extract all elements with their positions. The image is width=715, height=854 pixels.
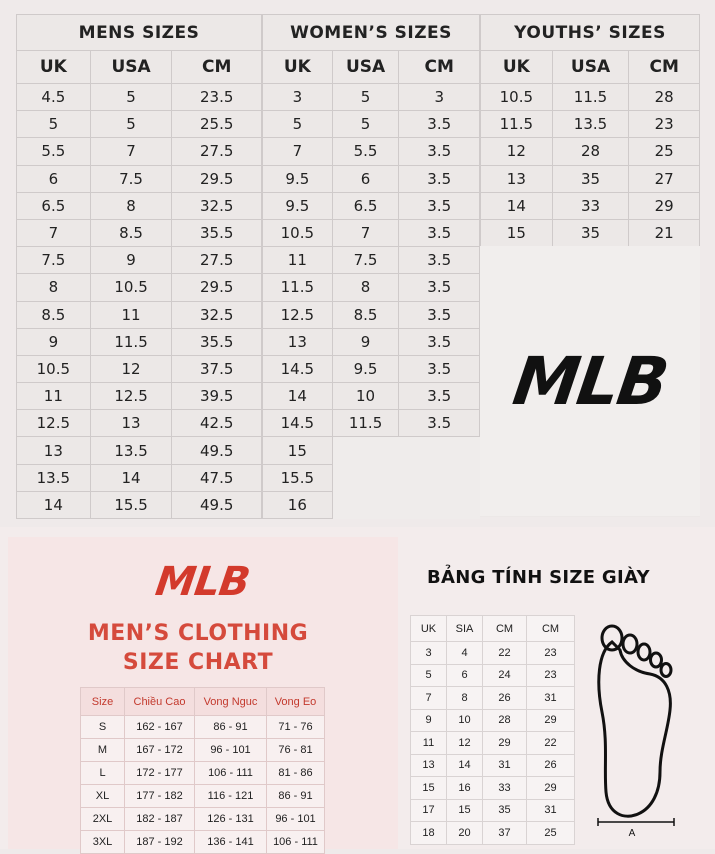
table-cell: 10.5	[481, 84, 553, 111]
table-cell: 39.5	[172, 383, 262, 410]
table-row	[17, 247, 262, 274]
table-row	[263, 219, 480, 246]
table-cell: 27.5	[172, 138, 262, 165]
table-cell: 9	[17, 328, 91, 355]
table-cell: 12	[447, 732, 483, 755]
col-usa: USA	[552, 51, 629, 84]
table-row	[411, 687, 575, 710]
foot-outline-icon	[590, 622, 680, 837]
table-cell: S	[81, 716, 125, 739]
table-cell: 23	[527, 664, 575, 687]
table-cell: L	[81, 762, 125, 785]
table-row	[17, 138, 262, 165]
table-row	[263, 247, 480, 274]
table-cell: 31	[483, 754, 527, 777]
table-cell: 49.5	[172, 437, 262, 464]
table-cell: 15	[411, 777, 447, 800]
clothing-size-table	[80, 687, 325, 854]
table-row	[17, 355, 262, 382]
table-row	[411, 732, 575, 755]
table-cell: 11.5	[332, 410, 399, 437]
table-cell	[332, 437, 399, 464]
table-cell: 25	[629, 138, 700, 165]
table-cell: 35.5	[172, 328, 262, 355]
bottom-section	[0, 527, 715, 849]
table-cell: 11.5	[481, 111, 553, 138]
table-cell: 3XL	[81, 831, 125, 854]
table-cell	[399, 464, 480, 491]
table-cell: 3.5	[399, 192, 480, 219]
table-cell: 23.5	[172, 84, 262, 111]
table-cell: 26	[527, 754, 575, 777]
table-cell: 5	[332, 111, 399, 138]
table-cell: 49.5	[172, 491, 262, 518]
table-cell: 29	[527, 777, 575, 800]
table-row	[81, 831, 325, 854]
table-cell: 12	[90, 355, 172, 382]
table-row	[411, 777, 575, 800]
table-row	[411, 642, 575, 665]
table-cell: 32.5	[172, 301, 262, 328]
table-cell: 12.5	[90, 383, 172, 410]
table-cell: 3	[399, 84, 480, 111]
table-cell: 21	[629, 219, 700, 246]
table-row	[263, 192, 480, 219]
col-waist: Vong Eo	[267, 688, 325, 716]
table-cell: 16	[447, 777, 483, 800]
youths-sizes-table	[480, 14, 700, 247]
table-cell: 7	[90, 138, 172, 165]
table-cell: 10.5	[17, 355, 91, 382]
col-chest: Vong Nguc	[195, 688, 267, 716]
table-row	[81, 785, 325, 808]
table-cell: 187 - 192	[125, 831, 195, 854]
table-row	[17, 437, 262, 464]
table-row	[263, 274, 480, 301]
clothing-chart-title	[68, 619, 328, 677]
table-cell: 35.5	[172, 219, 262, 246]
table-row	[263, 410, 480, 437]
col-sia: SIA	[447, 616, 483, 642]
table-row	[263, 491, 480, 518]
table-cell: 11	[90, 301, 172, 328]
table-cell: 96 - 101	[195, 739, 267, 762]
table-cell: 2XL	[81, 808, 125, 831]
table-cell	[332, 464, 399, 491]
col-cm: CM	[172, 51, 262, 84]
table-cell: 12	[481, 138, 553, 165]
table-cell: 9	[90, 247, 172, 274]
table-cell: 27	[629, 165, 700, 192]
table-cell: 8.5	[90, 219, 172, 246]
table-cell: 14.5	[263, 410, 333, 437]
table-cell: 162 - 167	[125, 716, 195, 739]
womens-sizes-heading: WOMEN’S SIZES	[263, 15, 480, 51]
table-cell: 86 - 91	[267, 785, 325, 808]
table-row	[17, 165, 262, 192]
table-cell: 3.5	[399, 247, 480, 274]
col-cm-2: CM	[527, 616, 575, 642]
table-cell: 5	[90, 111, 172, 138]
table-cell: 11.5	[552, 84, 629, 111]
shoe-size-chart	[16, 14, 700, 517]
table-row	[481, 192, 700, 219]
table-cell: 167 - 172	[125, 739, 195, 762]
table-cell: 136 - 141	[195, 831, 267, 854]
table-row	[81, 739, 325, 762]
table-cell: 6.5	[17, 192, 91, 219]
table-cell: 47.5	[172, 464, 262, 491]
table-cell: 8	[332, 274, 399, 301]
table-cell: M	[81, 739, 125, 762]
table-row	[263, 464, 480, 491]
table-cell: 29	[629, 192, 700, 219]
table-cell: 76 - 81	[267, 739, 325, 762]
table-cell: 29	[527, 709, 575, 732]
table-row	[17, 410, 262, 437]
table-cell: 8.5	[17, 301, 91, 328]
table-cell: 8	[17, 274, 91, 301]
table-cell: 7.5	[332, 247, 399, 274]
womens-sizes-table	[262, 14, 480, 519]
table-row	[17, 328, 262, 355]
table-cell: 35	[483, 799, 527, 822]
table-cell: 8	[90, 192, 172, 219]
table-row	[411, 799, 575, 822]
table-row	[481, 219, 700, 246]
table-cell: 3.5	[399, 219, 480, 246]
table-cell: 7.5	[17, 247, 91, 274]
table-row	[17, 491, 262, 518]
table-cell: 31	[527, 687, 575, 710]
table-cell: 5	[411, 664, 447, 687]
table-row	[263, 328, 480, 355]
table-cell	[399, 491, 480, 518]
table-cell: 13.5	[90, 437, 172, 464]
table-row	[263, 138, 480, 165]
shoe-calc-table	[410, 615, 575, 845]
col-uk: UK	[411, 616, 447, 642]
table-row	[263, 165, 480, 192]
table-row	[481, 138, 700, 165]
table-cell: 25.5	[172, 111, 262, 138]
table-cell: 16	[263, 491, 333, 518]
brand-logo-panel	[480, 246, 700, 516]
table-cell: 13.5	[17, 464, 91, 491]
table-cell: 15	[481, 219, 553, 246]
table-cell: 29.5	[172, 274, 262, 301]
table-cell: 14	[447, 754, 483, 777]
table-cell: 3.5	[399, 410, 480, 437]
table-cell: 13	[411, 754, 447, 777]
table-cell: 3.5	[399, 383, 480, 410]
table-cell	[399, 437, 480, 464]
table-cell: 5	[17, 111, 91, 138]
mlb-logo: MLB	[508, 342, 672, 420]
col-height: Chiều Cao	[125, 688, 195, 716]
table-cell: 7.5	[90, 165, 172, 192]
table-cell: 10	[447, 709, 483, 732]
table-row	[411, 822, 575, 845]
table-cell: 11.5	[263, 274, 333, 301]
table-cell: 3.5	[399, 111, 480, 138]
table-row	[411, 754, 575, 777]
table-cell: 11.5	[90, 328, 172, 355]
table-row	[17, 301, 262, 328]
table-cell: 10	[332, 383, 399, 410]
table-cell: 106 - 111	[195, 762, 267, 785]
table-cell: 5	[332, 84, 399, 111]
col-usa: USA	[90, 51, 172, 84]
table-cell: 32.5	[172, 192, 262, 219]
col-cm: CM	[483, 616, 527, 642]
table-row	[81, 716, 325, 739]
col-cm: CM	[399, 51, 480, 84]
table-cell: 9.5	[263, 192, 333, 219]
table-row	[263, 84, 480, 111]
youths-sizes-heading: YOUTHS’ SIZES	[481, 15, 700, 51]
table-cell: 27.5	[172, 247, 262, 274]
table-cell: 15.5	[90, 491, 172, 518]
table-cell: 9.5	[263, 165, 333, 192]
table-cell: 14	[90, 464, 172, 491]
table-row	[81, 808, 325, 831]
table-cell: 33	[552, 192, 629, 219]
table-cell: 28	[629, 84, 700, 111]
table-cell: 25	[527, 822, 575, 845]
table-cell: 3.5	[399, 355, 480, 382]
table-cell: 13.5	[552, 111, 629, 138]
table-cell: 5	[263, 111, 333, 138]
table-cell: 28	[552, 138, 629, 165]
table-row	[481, 165, 700, 192]
table-row	[481, 111, 700, 138]
table-cell: 35	[552, 219, 629, 246]
table-row	[81, 762, 325, 785]
table-cell: 14	[17, 491, 91, 518]
mens-sizes-table	[16, 14, 262, 519]
foot-label: A	[628, 828, 636, 837]
table-cell: 6	[17, 165, 91, 192]
table-cell: XL	[81, 785, 125, 808]
table-cell: 3.5	[399, 301, 480, 328]
table-cell: 10.5	[90, 274, 172, 301]
table-row	[17, 219, 262, 246]
table-cell: 17	[411, 799, 447, 822]
table-cell: 6	[447, 664, 483, 687]
table-cell: 116 - 121	[195, 785, 267, 808]
table-row	[263, 383, 480, 410]
table-row	[263, 301, 480, 328]
table-cell: 20	[447, 822, 483, 845]
table-row	[17, 192, 262, 219]
table-row	[263, 355, 480, 382]
table-cell: 15.5	[263, 464, 333, 491]
table-cell: 10.5	[263, 219, 333, 246]
table-cell: 81 - 86	[267, 762, 325, 785]
table-cell: 3.5	[399, 274, 480, 301]
clothing-title-line1: MEN’S CLOTHING	[87, 621, 309, 646]
table-cell: 23	[629, 111, 700, 138]
table-cell: 13	[481, 165, 553, 192]
table-cell: 11	[263, 247, 333, 274]
col-cm: CM	[629, 51, 700, 84]
table-row	[263, 111, 480, 138]
table-cell: 3	[411, 642, 447, 665]
table-row	[411, 664, 575, 687]
table-cell: 106 - 111	[267, 831, 325, 854]
table-cell: 24	[483, 664, 527, 687]
table-cell: 28	[483, 709, 527, 732]
table-row	[481, 84, 700, 111]
table-cell: 9	[332, 328, 399, 355]
table-cell: 4.5	[17, 84, 91, 111]
table-cell: 12.5	[263, 301, 333, 328]
table-cell: 35	[552, 165, 629, 192]
table-cell: 3.5	[399, 328, 480, 355]
table-cell: 13	[90, 410, 172, 437]
table-cell: 6	[332, 165, 399, 192]
table-row	[411, 709, 575, 732]
table-cell: 182 - 187	[125, 808, 195, 831]
table-cell: 4	[447, 642, 483, 665]
table-cell: 5	[90, 84, 172, 111]
col-uk: UK	[17, 51, 91, 84]
table-row	[17, 383, 262, 410]
mlb-logo-red: MLB	[152, 559, 253, 605]
col-size: Size	[81, 688, 125, 716]
table-cell: 177 - 182	[125, 785, 195, 808]
clothing-panel	[8, 537, 398, 849]
table-row	[17, 274, 262, 301]
table-cell: 8.5	[332, 301, 399, 328]
col-uk: UK	[263, 51, 333, 84]
clothing-title-line2: SIZE CHART	[122, 650, 274, 675]
table-cell	[332, 491, 399, 518]
table-cell: 37.5	[172, 355, 262, 382]
table-cell: 86 - 91	[195, 716, 267, 739]
table-cell: 22	[527, 732, 575, 755]
table-cell: 42.5	[172, 410, 262, 437]
table-cell: 9.5	[332, 355, 399, 382]
table-cell: 7	[411, 687, 447, 710]
table-cell: 14	[481, 192, 553, 219]
table-cell: 31	[527, 799, 575, 822]
table-row	[17, 111, 262, 138]
table-cell: 5.5	[17, 138, 91, 165]
table-cell: 7	[332, 219, 399, 246]
mens-sizes-heading: MENS SIZES	[17, 15, 262, 51]
table-cell: 7	[17, 219, 91, 246]
table-row	[17, 84, 262, 111]
col-uk: UK	[481, 51, 553, 84]
table-row	[263, 437, 480, 464]
table-row	[17, 464, 262, 491]
table-cell: 126 - 131	[195, 808, 267, 831]
table-cell: 13	[263, 328, 333, 355]
shoe-calc-title: BẢNG TÍNH SIZE GIÀY	[427, 567, 650, 588]
table-cell: 29	[483, 732, 527, 755]
table-cell: 15	[263, 437, 333, 464]
table-cell: 37	[483, 822, 527, 845]
table-cell: 11	[17, 383, 91, 410]
table-cell: 33	[483, 777, 527, 800]
table-cell: 7	[263, 138, 333, 165]
table-cell: 6.5	[332, 192, 399, 219]
table-cell: 23	[527, 642, 575, 665]
table-cell: 14	[263, 383, 333, 410]
table-cell: 11	[411, 732, 447, 755]
table-cell: 26	[483, 687, 527, 710]
col-usa: USA	[332, 51, 399, 84]
table-cell: 18	[411, 822, 447, 845]
table-cell: 5.5	[332, 138, 399, 165]
table-cell: 12.5	[17, 410, 91, 437]
table-cell: 96 - 101	[267, 808, 325, 831]
table-cell: 172 - 177	[125, 762, 195, 785]
table-cell: 3.5	[399, 165, 480, 192]
table-cell: 9	[411, 709, 447, 732]
table-cell: 29.5	[172, 165, 262, 192]
table-cell: 3	[263, 84, 333, 111]
table-cell: 15	[447, 799, 483, 822]
table-cell: 13	[17, 437, 91, 464]
table-cell: 71 - 76	[267, 716, 325, 739]
table-cell: 22	[483, 642, 527, 665]
table-cell: 14.5	[263, 355, 333, 382]
table-cell: 3.5	[399, 138, 480, 165]
table-cell: 8	[447, 687, 483, 710]
